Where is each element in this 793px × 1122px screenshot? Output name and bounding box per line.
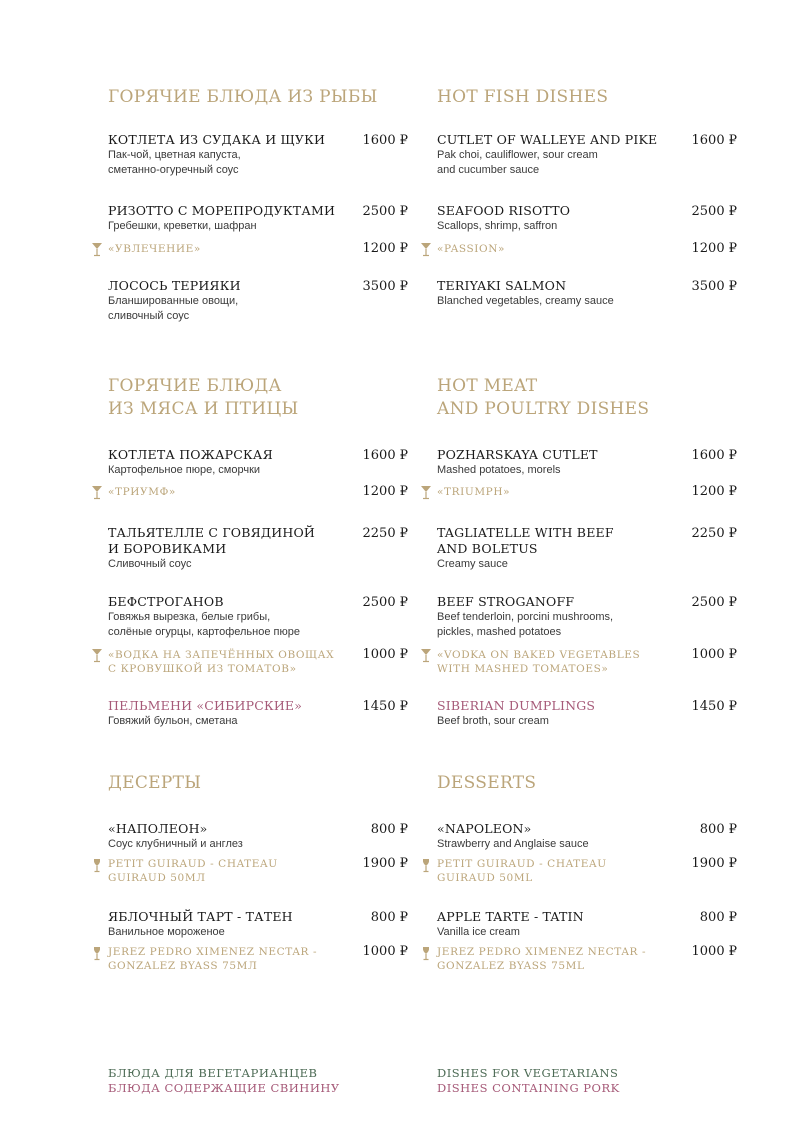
menu-item bbox=[437, 132, 737, 177]
section-title-meat: HOT MEAT bbox=[437, 376, 538, 396]
item-description: Scallops, shrimp, saffron bbox=[437, 220, 558, 232]
item-price: 1600 ₽ bbox=[362, 133, 408, 148]
item-name-pork: ПЕЛЬМЕНИ «СИБИРСКИЕ» bbox=[108, 698, 303, 713]
drink-pairing bbox=[108, 485, 408, 499]
pairing-price: 1900 ₽ bbox=[691, 856, 737, 871]
menu-item bbox=[437, 278, 737, 309]
item-description: Blanched vegetables, creamy sauce bbox=[437, 295, 614, 307]
pairing-name: WITH MASHED TOMATOES» bbox=[437, 663, 609, 675]
pairing-name: GONZALEZ BYASS 75МЛ bbox=[108, 960, 258, 972]
item-name: APPLE TARTE - TATIN bbox=[437, 909, 584, 924]
cocktail-glass-icon bbox=[91, 241, 103, 257]
menu-item bbox=[437, 821, 737, 852]
section-title-meat: ИЗ МЯСА И ПТИЦЫ bbox=[108, 399, 299, 419]
item-name: SEAFOOD RISOTTO bbox=[437, 203, 571, 218]
item-name: ЛОСОСЬ ТЕРИЯКИ bbox=[108, 278, 241, 293]
pairing-name: GONZALEZ BYASS 75ML bbox=[437, 960, 585, 972]
item-description: Mashed potatoes, morels bbox=[437, 464, 561, 476]
item-description: Ванильное мороженое bbox=[108, 926, 225, 938]
menu-item bbox=[108, 132, 408, 177]
item-name: «NAPOLEON» bbox=[437, 821, 532, 836]
item-price: 800 ₽ bbox=[699, 822, 737, 837]
pairing-name: С КРОВУШКОЙ ИЗ ТОМАТОВ» bbox=[108, 663, 297, 675]
section-title-fish: ГОРЯЧИЕ БЛЮДА ИЗ РЫБЫ bbox=[108, 87, 378, 107]
pairing-name: JEREZ PEDRO XIMENEZ NECTAR - bbox=[437, 946, 647, 958]
menu-item bbox=[108, 525, 408, 572]
item-description: Говяжья вырезка, белые грибы, bbox=[108, 611, 271, 623]
item-name: TAGLIATELLE WITH BEEF bbox=[437, 525, 614, 540]
item-price: 2500 ₽ bbox=[362, 595, 408, 610]
item-price: 1450 ₽ bbox=[691, 699, 737, 714]
menu-item bbox=[108, 278, 408, 323]
pairing-name: «TRIUMPH» bbox=[437, 486, 511, 498]
item-description: Соус клубничный и англез bbox=[108, 838, 243, 850]
drink-pairing bbox=[437, 945, 737, 973]
item-description: Говяжий бульон, сметана bbox=[108, 715, 238, 727]
item-price: 800 ₽ bbox=[370, 910, 408, 925]
item-name: TERIYAKI SALMON bbox=[437, 278, 567, 293]
cocktail-glass-icon bbox=[91, 647, 103, 663]
drink-pairing bbox=[108, 648, 408, 676]
item-name-pork: SIBERIAN DUMPLINGS bbox=[437, 698, 596, 713]
menu-item bbox=[437, 525, 737, 572]
menu-item bbox=[108, 821, 408, 852]
cocktail-glass-icon bbox=[91, 484, 103, 500]
item-name: БЕФСТРОГАНОВ bbox=[108, 594, 224, 609]
cocktail-glass-icon bbox=[420, 647, 432, 663]
item-name: ТАЛЬЯТЕЛЛЕ С ГОВЯДИНОЙ bbox=[108, 525, 316, 540]
menu-item bbox=[108, 594, 408, 639]
section-title-desserts: ДЕСЕРТЫ bbox=[108, 773, 202, 793]
item-name: РИЗОТТО С МОРЕПРОДУКТАМИ bbox=[108, 203, 336, 218]
item-name: «НАПОЛЕОН» bbox=[108, 821, 208, 836]
menu-item bbox=[108, 203, 408, 234]
pairing-price: 1000 ₽ bbox=[691, 647, 737, 662]
pairing-price: 1900 ₽ bbox=[362, 856, 408, 871]
drink-pairing bbox=[108, 242, 408, 256]
item-price: 800 ₽ bbox=[699, 910, 737, 925]
wine-glass-icon bbox=[91, 857, 103, 873]
item-price: 2500 ₽ bbox=[362, 204, 408, 219]
item-name: CUTLET OF WALLEYE AND PIKE bbox=[437, 132, 658, 147]
item-description: Сливочный соус bbox=[108, 558, 192, 570]
item-price: 2500 ₽ bbox=[691, 204, 737, 219]
drink-pairing bbox=[108, 857, 408, 885]
item-price: 1600 ₽ bbox=[362, 448, 408, 463]
item-price: 3500 ₽ bbox=[362, 279, 408, 294]
legend-pork: БЛЮДА СОДЕРЖАЩИЕ СВИНИНУ bbox=[108, 1081, 340, 1095]
item-name: И БОРОВИКАМИ bbox=[108, 541, 227, 556]
item-description: Гребешки, креветки, шафран bbox=[108, 220, 257, 232]
item-description: Beef tenderloin, porcini mushrooms, bbox=[437, 611, 614, 623]
pairing-price: 1200 ₽ bbox=[362, 484, 408, 499]
legend-vegetarian: DISHES FOR VEGETARIANS bbox=[437, 1066, 619, 1080]
section-title-meat: ГОРЯЧИЕ БЛЮДА bbox=[108, 376, 282, 396]
item-name: POZHARSKAYA CUTLET bbox=[437, 447, 598, 462]
cocktail-glass-icon bbox=[420, 484, 432, 500]
menu-item bbox=[108, 909, 408, 940]
legend-pork: DISHES CONTAINING PORK bbox=[437, 1081, 620, 1095]
item-description: pickles, mashed potatoes bbox=[437, 625, 562, 638]
pairing-name: JEREZ PEDRO XIMENEZ NECTAR - bbox=[108, 946, 318, 958]
pairing-price: 1000 ₽ bbox=[691, 944, 737, 959]
item-name: КОТЛЕТА ПОЖАРСКАЯ bbox=[108, 447, 273, 462]
item-description: Beef broth, sour cream bbox=[437, 715, 549, 727]
drink-pairing bbox=[437, 485, 737, 499]
pairing-name: GUIRAUD 50ML bbox=[437, 872, 533, 884]
item-name: AND BOLETUS bbox=[437, 541, 538, 556]
pairing-name: «ВОДКА НА ЗАПЕЧЁННЫХ ОВОЩАХ bbox=[108, 649, 335, 661]
pairing-name: «ТРИУМФ» bbox=[108, 486, 176, 498]
item-description: сметанно-огуречный соус bbox=[108, 163, 239, 176]
item-description: Strawberry and Anglaise sauce bbox=[437, 838, 589, 850]
section-title-desserts: DESSERTS bbox=[437, 773, 537, 793]
item-description: солёные огурцы, картофельное пюре bbox=[108, 625, 300, 638]
pairing-name: GUIRAUD 50МЛ bbox=[108, 872, 206, 884]
item-description: Vanilla ice cream bbox=[437, 926, 520, 938]
item-name: КОТЛЕТА ИЗ СУДАКА И ЩУКИ bbox=[108, 132, 326, 147]
pairing-name: «VODKA ON BAKED VEGETABLES bbox=[437, 649, 641, 661]
section-title-meat: AND POULTRY DISHES bbox=[437, 399, 650, 419]
section-title-fish: HOT FISH DISHES bbox=[437, 87, 609, 107]
menu-item bbox=[437, 203, 737, 234]
item-price: 1450 ₽ bbox=[362, 699, 408, 714]
menu-item bbox=[437, 909, 737, 940]
menu-item bbox=[437, 594, 737, 639]
pairing-price: 1200 ₽ bbox=[362, 241, 408, 256]
pairing-price: 1000 ₽ bbox=[362, 944, 408, 959]
item-description: Пак-чой, цветная капуста, bbox=[108, 149, 241, 161]
cocktail-glass-icon bbox=[420, 241, 432, 257]
drink-pairing bbox=[108, 945, 408, 973]
drink-pairing bbox=[437, 242, 737, 256]
wine-glass-icon bbox=[420, 945, 432, 961]
pairing-price: 1000 ₽ bbox=[362, 647, 408, 662]
menu-item bbox=[108, 698, 408, 729]
drink-pairing bbox=[437, 648, 737, 676]
item-description: Creamy sauce bbox=[437, 558, 508, 570]
item-name: ЯБЛОЧНЫЙ ТАРТ - ТАТЕН bbox=[108, 909, 293, 924]
menu-item bbox=[437, 447, 737, 478]
wine-glass-icon bbox=[420, 857, 432, 873]
item-price: 1600 ₽ bbox=[691, 448, 737, 463]
item-description: Бланшированные овощи, bbox=[108, 295, 239, 307]
item-name: BEEF STROGANOFF bbox=[437, 594, 575, 609]
drink-pairing bbox=[437, 857, 737, 885]
item-price: 800 ₽ bbox=[370, 822, 408, 837]
item-description: Pak choi, cauliflower, sour cream bbox=[437, 149, 598, 161]
item-description: and cucumber sauce bbox=[437, 163, 540, 176]
pairing-name: PETIT GUIRAUD - CHATEAU bbox=[437, 858, 607, 870]
wine-glass-icon bbox=[91, 945, 103, 961]
item-price: 2250 ₽ bbox=[362, 526, 408, 541]
item-price: 1600 ₽ bbox=[691, 133, 737, 148]
pairing-name: «УВЛЕЧЕНИЕ» bbox=[108, 243, 201, 255]
pairing-price: 1200 ₽ bbox=[691, 484, 737, 499]
menu-item bbox=[108, 447, 408, 478]
item-description: сливочный соус bbox=[108, 309, 190, 322]
item-description: Картофельное пюре, сморчки bbox=[108, 464, 261, 476]
item-price: 2250 ₽ bbox=[691, 526, 737, 541]
item-price: 3500 ₽ bbox=[691, 279, 737, 294]
pairing-name: PETIT GUIRAUD - CHATEAU bbox=[108, 858, 278, 870]
item-price: 2500 ₽ bbox=[691, 595, 737, 610]
pairing-name: «PASSION» bbox=[437, 243, 506, 255]
legend-vegetarian: БЛЮДА ДЛЯ ВЕГЕТАРИАНЦЕВ bbox=[108, 1066, 318, 1080]
menu-item bbox=[437, 698, 737, 729]
pairing-price: 1200 ₽ bbox=[691, 241, 737, 256]
